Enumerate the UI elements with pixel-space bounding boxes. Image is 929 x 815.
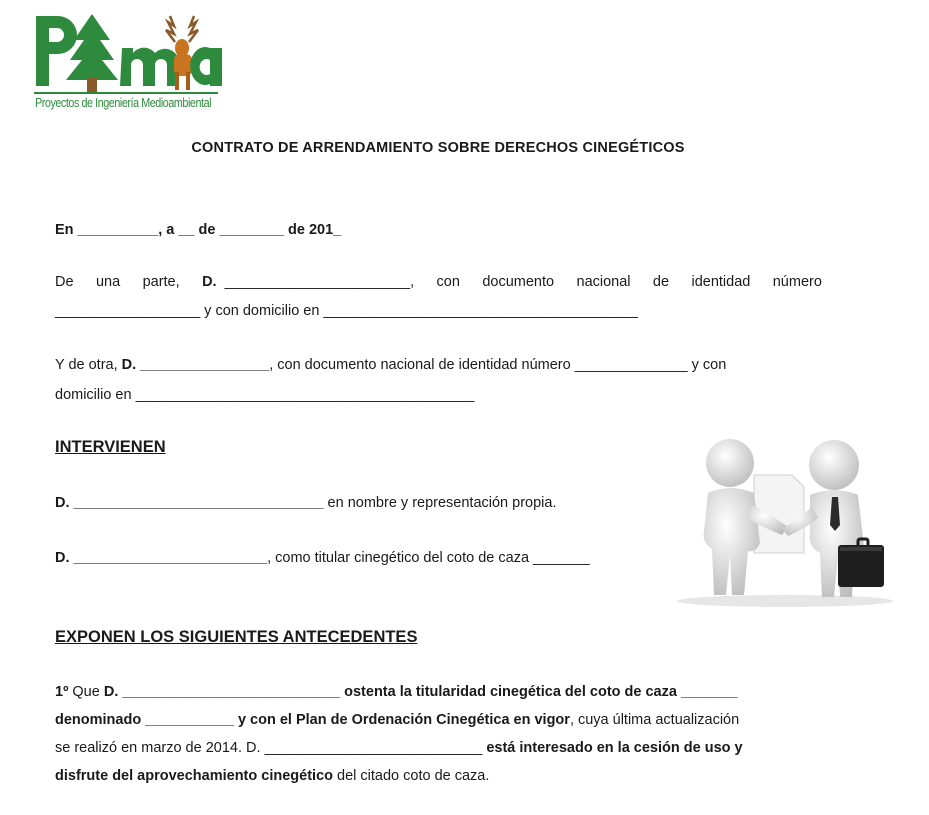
antecedente-line3-bold: está interesado en la cesión de uso y [482, 740, 743, 756]
company-logo [34, 8, 224, 114]
antecedentes-line3 [55, 738, 743, 758]
ordinal-label: 1º [55, 684, 69, 700]
antecedente-line4-text: del citado coto de caza. [333, 768, 490, 784]
pma-wordmark-logo [34, 8, 224, 94]
party2-prefix: Y de otra, [55, 357, 118, 373]
intervienen-item1 [55, 493, 556, 513]
party1-name-blank: _______________________, [224, 274, 415, 290]
party1-word: con [436, 274, 460, 290]
antecedentes-heading: EXPONEN LOS SIGUIENTES ANTECEDENTES [55, 628, 418, 646]
party2-name-blank: ________________ [140, 357, 270, 373]
party1-word: nacional [576, 274, 631, 290]
party2-line1 [55, 355, 726, 375]
antecedentes-line2 [55, 710, 739, 730]
party1-word: identidad [691, 274, 751, 290]
item1-d-label: D. [55, 495, 70, 511]
party1-word: número [772, 274, 822, 290]
antecedentes-line4 [55, 766, 489, 786]
place-date-line: En __________, a __ de ________ de 201_ [55, 222, 342, 238]
party1-word: de [652, 274, 670, 290]
party1-line1 [55, 272, 822, 292]
antecedente-line2-bold: denominado ___________ y con el Plan de Ordenación Cinegética en vigor [55, 712, 570, 728]
que-text: Que [68, 684, 104, 700]
item2-text: , como titular cinegético del coto de caza _______ [267, 550, 590, 566]
briefcase-icon [838, 539, 884, 587]
logo-underline [34, 92, 218, 94]
handshake-illustration [672, 435, 898, 607]
party2-line2: domicilio en __________________________________________ [55, 387, 475, 403]
item2-d-label: D. [55, 550, 70, 566]
antecedente-line3-blank: ___________________________ [264, 740, 483, 756]
party2-rest: , con documento nacional de identidad número ______________ y con [269, 357, 727, 373]
intervienen-heading: INTERVIENEN [55, 438, 166, 456]
party1-word: documento [482, 274, 555, 290]
antecedente-line3-text: se realizó en marzo de 2014. D. [55, 740, 265, 756]
party1-d-label: D. [202, 274, 217, 290]
party2-d-label: D. [121, 357, 137, 373]
antecedente-line1-bold: D. ___________________________ ostenta la titularidad cinegética del coto de caza _______ [103, 684, 738, 700]
document-title: CONTRATO DE ARRENDAMIENTO SOBRE DERECHOS CINEGÉTICOS [191, 140, 685, 156]
intervienen-item2 [55, 548, 590, 568]
antecedente-line4-bold: disfrute del aprovechamiento cinegético [55, 768, 333, 784]
item2-blank: ________________________ [73, 550, 268, 566]
party1-line2: __________________ y con domicilio en _______________________________________ [55, 303, 638, 319]
party1-word: una [95, 274, 121, 290]
party1-word: De [55, 274, 74, 290]
logo-subtitle: Proyectos de Ingeniería Medioambiental [35, 96, 212, 110]
antecedente-line2-text: , cuya última actualización [569, 712, 740, 728]
party1-word: parte, [142, 274, 180, 290]
item1-blank: _______________________________ [73, 495, 324, 511]
antecedentes-line1 [55, 682, 737, 702]
item1-text: en nombre y representación propia. [323, 495, 557, 511]
